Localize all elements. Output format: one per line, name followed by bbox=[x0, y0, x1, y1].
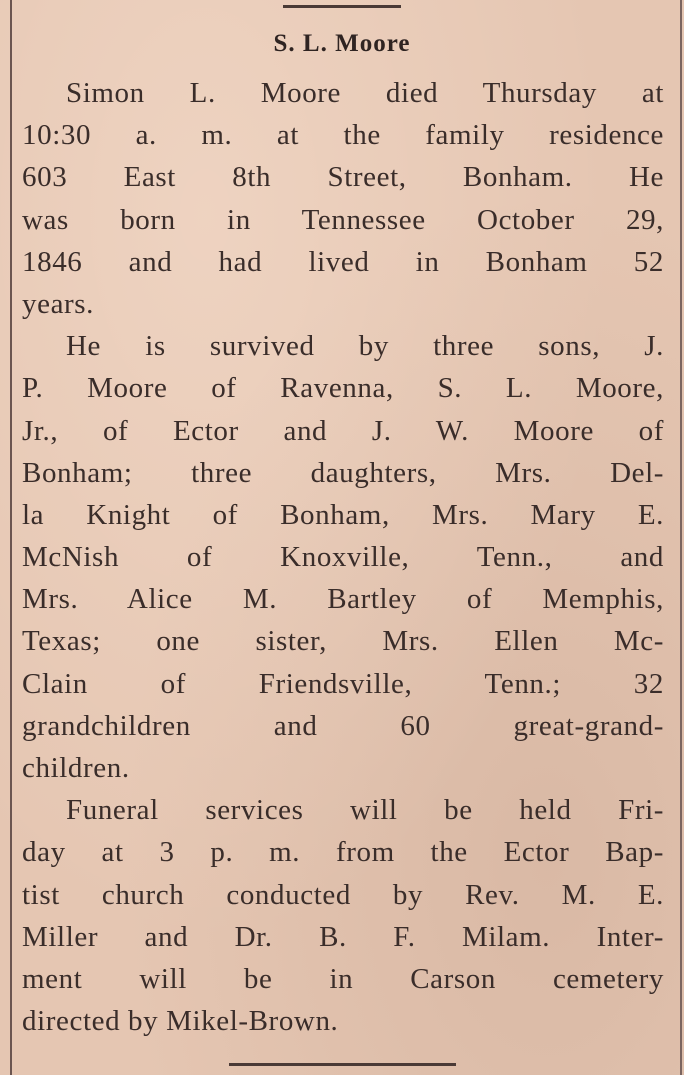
text-line: McNish of Knoxville, Tenn., and bbox=[22, 541, 664, 574]
text-line: Jr., of Ector and J. W. Moore of bbox=[22, 414, 664, 447]
text-line: Bonham; three daughters, Mrs. Del- bbox=[22, 456, 664, 489]
text-line: Funeral services will be held Fri- bbox=[66, 794, 664, 827]
paragraph-survivors bbox=[22, 325, 664, 789]
text-line: Miller and Dr. B. F. Milam. Inter- bbox=[22, 920, 664, 953]
text-line: P. Moore of Ravenna, S. L. Moore, bbox=[22, 372, 664, 405]
text-line: Clain of Friendsville, Tenn.; 32 bbox=[22, 667, 664, 700]
text-line: la Knight of Bonham, Mrs. Mary E. bbox=[22, 498, 664, 531]
text-line: years. bbox=[22, 287, 95, 320]
column-rule-left bbox=[10, 0, 12, 1075]
article-headline: S. L. Moore bbox=[273, 30, 411, 57]
text-line: tist church conducted by Rev. M. E. bbox=[22, 878, 664, 911]
paragraph-funeral-services bbox=[22, 789, 664, 1042]
text-line: children. bbox=[22, 752, 130, 784]
text-line: 10:30 a. m. at the family residence bbox=[22, 119, 664, 152]
article-body bbox=[22, 72, 664, 1042]
paragraph-death-notice bbox=[22, 72, 664, 325]
text-line: Simon L. Moore died Thursday at bbox=[66, 77, 664, 109]
text-line: grandchildren and 60 great-grand- bbox=[22, 709, 664, 742]
text-line: 1846 and had lived in Bonham 52 bbox=[22, 245, 664, 278]
text-line: 603 East 8th Street, Bonham. He bbox=[22, 161, 664, 194]
top-rule bbox=[283, 5, 401, 8]
text-line: ment will be in Carson cemetery bbox=[22, 962, 664, 995]
text-line: day at 3 p. m. from the Ector Bap- bbox=[22, 836, 664, 869]
text-line: directed by Mikel-Brown. bbox=[22, 1005, 339, 1038]
column-rule-right bbox=[680, 0, 682, 1075]
text-line: Mrs. Alice M. Bartley of Memphis, bbox=[22, 583, 664, 616]
text-line: He is survived by three sons, J. bbox=[66, 330, 664, 363]
text-line: Texas; one sister, Mrs. Ellen Mc- bbox=[22, 625, 664, 658]
text-line: was born in Tennessee October 29, bbox=[22, 203, 664, 236]
bottom-rule bbox=[229, 1063, 456, 1066]
